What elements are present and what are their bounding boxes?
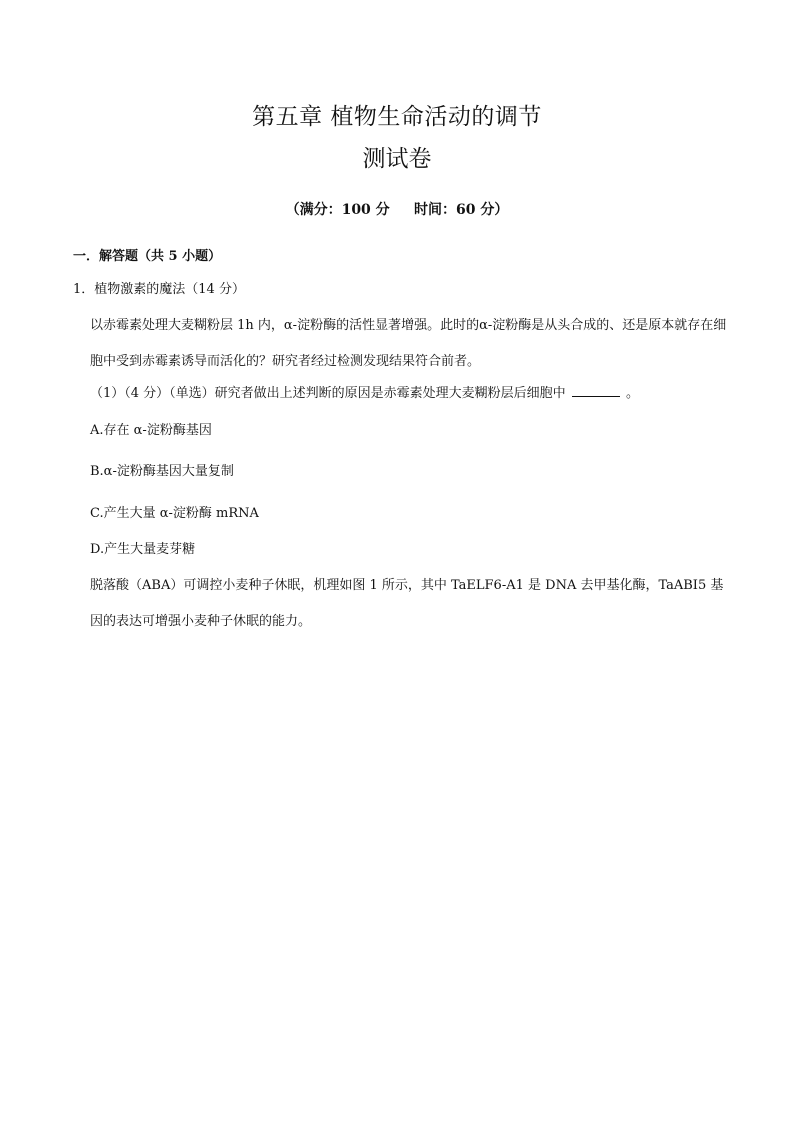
subquestion-1-suffix: 。 [625, 386, 639, 401]
question-1-subquestion-1 [90, 384, 639, 404]
answer-blank [572, 384, 620, 397]
option-d: D.产生大量麦芽糖 [90, 542, 196, 557]
page-title: 第五章 植物生命活动的调节 [252, 104, 542, 130]
section-heading: 一．解答题（共 5 小题） [73, 249, 222, 264]
option-c: C.产生大量 α-淀粉酶 mRNA [90, 506, 259, 521]
exam-meta: （满分：100 分 时间：60 分） [285, 202, 509, 218]
page-subtitle: 测试卷 [362, 146, 432, 172]
question-1-title: 1．植物激素的魔法（14 分） [73, 282, 245, 297]
question-1-paragraph-1: 以赤霉素处理大麦糊粉层 1h 内，α-淀粉酶的活性显著增强。此时的α-淀粉酶是从头合成的、还是原本就存在细胞中受到赤霉素诱导而活化的？研究者经过检测发现结果符合前者。 [90, 318, 727, 369]
option-a: A.存在 α-淀粉酶基因 [90, 423, 212, 438]
question-1-paragraph-2: 脱落酸（ABA）可调控小麦种子休眠，机理如图 1 所示，其中 TaELF6-A1 是 DNA 去甲基化酶，TaABI5 基因的表达可增强小麦种子休眠的能力。 [90, 578, 724, 629]
subquestion-1-text: （1）（4 分）（单选）研究者做出上述判断的原因是赤霉素处理大麦糊粉层后细胞中 [90, 386, 566, 401]
option-b: B.α-淀粉酶基因大量复制 [90, 464, 234, 479]
